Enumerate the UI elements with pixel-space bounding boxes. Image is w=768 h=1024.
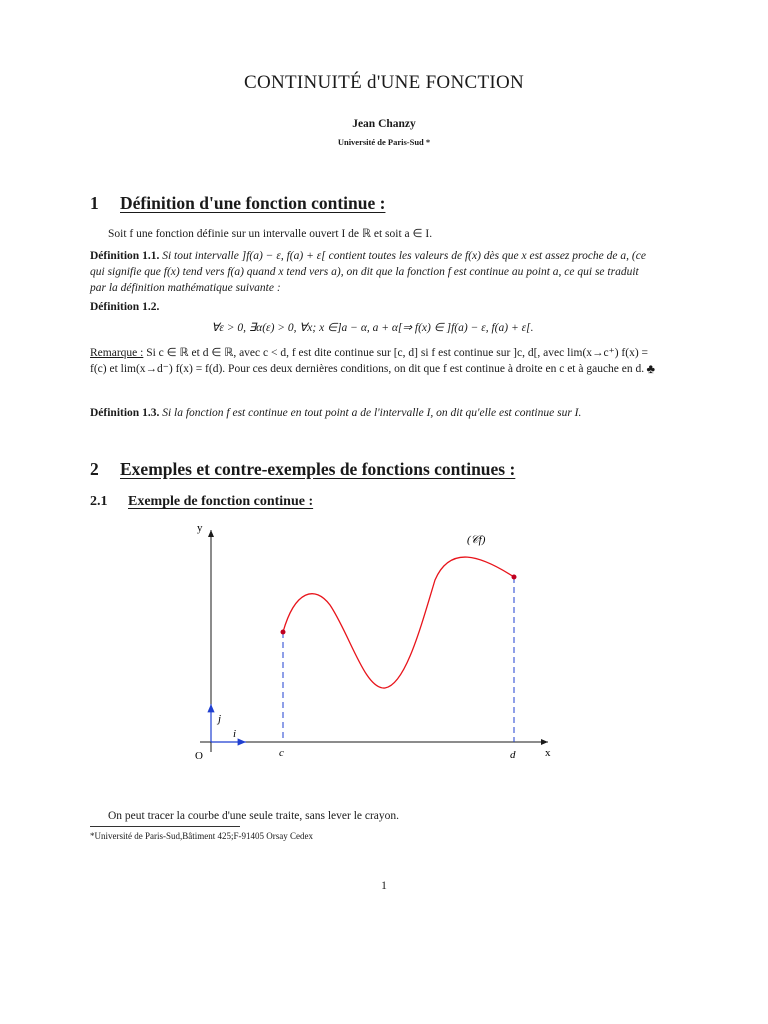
function-curve — [283, 557, 514, 688]
origin-label: O — [195, 750, 203, 762]
intro-paragraph: Soit f une fonction définie sur un intervalle ouvert I de ℝ et soit a ∈ I. — [108, 228, 433, 240]
d-label: d — [510, 749, 516, 761]
definition-1-2-formula: ∀ε > 0, ∃α(ε) > 0, ∀x; x ∈]a − α, a + α[⇒ f(x) ∈ ]f(a) − ε, f(a) + ε[. — [211, 322, 534, 334]
definition-label: Définition 1.1. — [90, 250, 160, 262]
y-axis-label: y — [197, 522, 203, 534]
section-number: 1 — [90, 193, 99, 213]
definition-text: Si tout intervalle ]f(a) − ε, f(a) + ε[ contient toutes les valeurs de f(x) dès que x est assez proche de a, (ce qui signifie que f(x) tend vers f(a) quand x tend vers a), on dit que la fonction f est continue au point a, ce qui se traduit par la définition mathématique suivante : — [90, 250, 646, 294]
page-number: 1 — [381, 880, 387, 892]
footnote: *Université de Paris-Sud,Bâtiment 425;F-91405 Orsay Cedex — [90, 831, 313, 841]
subsection-title: Exemple de fonction continue : — [128, 494, 314, 509]
footnote-rule — [90, 826, 240, 827]
remark-label: Remarque : — [90, 347, 144, 359]
definition-label: Définition 1.2. — [90, 301, 160, 313]
c-label: c — [279, 747, 284, 759]
definition-label: Définition 1.3. — [90, 407, 160, 419]
author-affiliation: Université de Paris-Sud * — [337, 137, 431, 147]
remark-text: Si c ∈ ℝ et d ∈ ℝ, avec c < d, f est dite continue sur [c, d] si f est continue sur ]c, d[, avec lim(x→c⁺) f(x) = f(c) et lim(x→d⁻) f(x) = f(d). Pour ces deux dernières conditions, on dit que f est continue à droite en c et à gauche en d. — [90, 347, 649, 375]
endpoint-c-dot — [281, 630, 286, 635]
club-symbol: ♣ — [646, 361, 655, 376]
section-title: Définition d'une fonction continue : — [120, 193, 386, 213]
endpoint-d-dot — [512, 575, 517, 580]
definition-text: Si la fonction f est continue en tout point a de l'intervalle I, on dit qu'elle est continue sur I. — [162, 407, 582, 419]
section-number: 2 — [90, 459, 99, 479]
document-title: CONTINUITÉ d'UNE FONCTION — [243, 72, 525, 93]
x-axis-label: x — [545, 747, 551, 759]
section-title: Exemples et contre-exemples de fonctions continues : — [120, 459, 516, 479]
author-name: Jean Chanzy — [352, 118, 416, 130]
subsection-number: 2.1 — [90, 494, 108, 509]
curve-label: (𝒞f) — [467, 534, 486, 546]
closing-sentence: On peut tracer la courbe d'une seule traite, sans lever le crayon. — [108, 810, 400, 822]
vector-j-label: j — [218, 713, 222, 725]
vector-i-label: i — [233, 728, 237, 740]
